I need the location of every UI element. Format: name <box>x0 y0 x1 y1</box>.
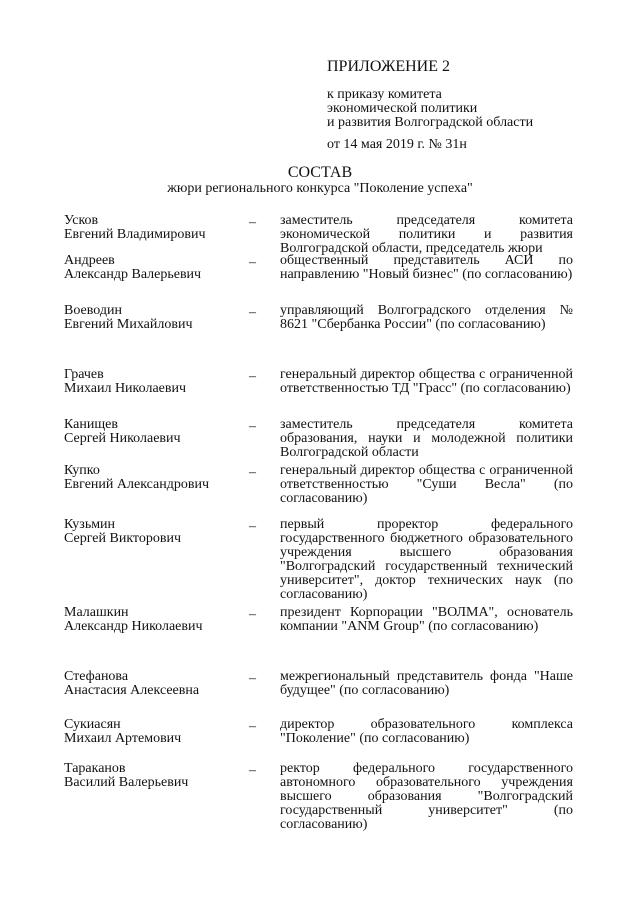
member-role: общественный представитель АСИ по направлению "Новый бизнес" (по согласованию) <box>280 253 573 282</box>
member-role: первый проректор федерального государственного бюджетного образовательного учреждения высшего образования "Волгоградский государственный технический университет", доктор технических наук (по согласованию) <box>280 517 573 602</box>
member-surname: Тараканов <box>64 761 126 776</box>
member-surname: Малашкин <box>64 605 129 620</box>
member-role: генеральный директор общества с ограниченной ответственностью ТД "Грасс" (по согласованию) <box>280 367 573 396</box>
member-dash: – <box>249 763 256 778</box>
member-role: генеральный директор общества с ограниченной ответственностью "Суши Весла" (по согласованию) <box>280 463 573 506</box>
member-given-name: Евгений Александрович <box>64 477 210 492</box>
order-date: от 14 мая 2019 г. № 31н <box>327 137 467 152</box>
member-role: ректор федерального государственного автономного образовательного учреждения высшего образования "Волгоградский государственный университет" (по согласованию) <box>280 761 573 832</box>
member-surname: Канищев <box>64 417 118 432</box>
member-dash: – <box>249 465 256 480</box>
member-given-name: Анастасия Алексеевна <box>64 683 200 698</box>
member-dash: – <box>249 215 256 230</box>
member-role: управляющий Волгоградского отделения № 8621 "Сбербанка России" (по согласованию) <box>280 303 573 332</box>
member-role: президент Корпорации "ВОЛМА", основатель компании "ANM Group" (по согласованию) <box>280 605 573 634</box>
member-given-name: Александр Валерьевич <box>64 267 202 282</box>
member-role: директор образовательного комплекса "Поколение" (по согласованию) <box>280 717 573 746</box>
member-dash: – <box>249 607 256 622</box>
member-given-name: Сергей Викторович <box>64 531 182 546</box>
member-surname: Купко <box>64 463 100 478</box>
member-role: заместитель председателя комитета образования, науки и молодежной политики Волгоградской области <box>280 417 573 460</box>
member-dash: – <box>249 369 256 384</box>
member-surname: Стефанова <box>64 669 129 684</box>
composition-subtitle: жюри регионального конкурса "Поколение успеха" <box>167 181 473 196</box>
member-dash: – <box>249 305 256 320</box>
member-surname: Воеводин <box>64 303 122 318</box>
member-given-name: Михаил Артемович <box>64 731 182 746</box>
member-dash: – <box>249 719 256 734</box>
member-surname: Сукиасян <box>64 717 121 732</box>
member-role: межрегиональный представитель фонда "Наше будущее" (по согласованию) <box>280 669 573 698</box>
member-given-name: Евгений Михайлович <box>64 317 193 332</box>
member-dash: – <box>249 255 256 270</box>
member-dash: – <box>249 671 256 686</box>
order-line-1: к приказу комитета <box>327 87 442 102</box>
member-dash: – <box>249 419 256 434</box>
member-surname: Грачев <box>64 367 104 382</box>
member-given-name: Василий Валерьевич <box>64 775 189 790</box>
member-given-name: Сергей Николаевич <box>64 431 181 446</box>
composition-title: СОСТАВ <box>287 164 353 181</box>
member-surname: Усков <box>64 213 99 228</box>
appendix-title: ПРИЛОЖЕНИЕ 2 <box>327 58 451 75</box>
order-line-2: экономической политики <box>327 101 478 116</box>
member-surname: Андреев <box>64 253 115 268</box>
member-surname: Кузьмин <box>64 517 116 532</box>
member-dash: – <box>249 519 256 534</box>
member-given-name: Евгений Владимирович <box>64 227 206 242</box>
order-line-3: и развития Волгоградской области <box>327 115 534 130</box>
member-given-name: Михаил Николаевич <box>64 381 187 396</box>
member-role: заместитель председателя комитета экономической политики и развития Волгоградской области, председатель жюри <box>280 213 573 256</box>
member-given-name: Александр Николаевич <box>64 619 203 634</box>
